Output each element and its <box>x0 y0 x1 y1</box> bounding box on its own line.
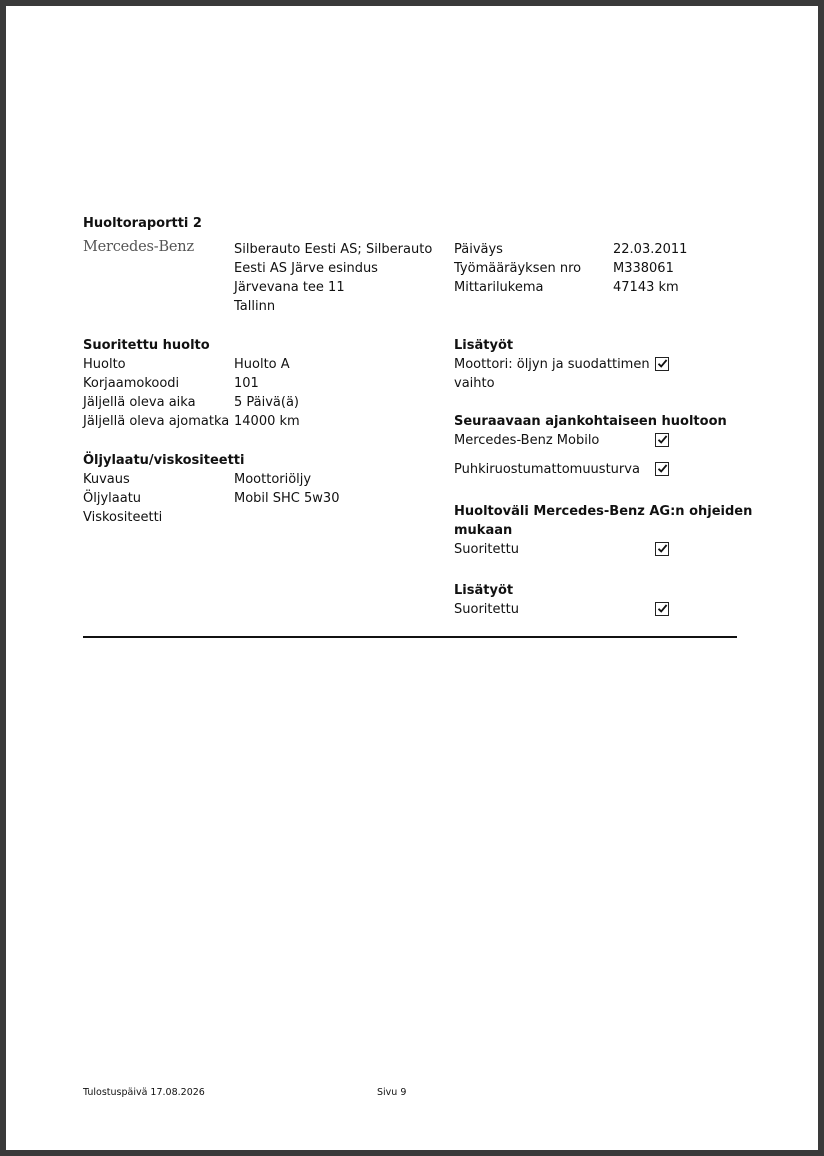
oil-row <box>83 508 383 527</box>
check-icon <box>656 357 669 370</box>
service-label: Jäljellä oleva ajomatka <box>83 414 230 429</box>
service-row <box>83 412 383 431</box>
horizontal-divider <box>83 636 737 638</box>
dealer-line: Silberauto Eesti AS; Silberauto <box>234 242 433 257</box>
next-service-section <box>454 412 727 479</box>
section-title: Suoritettu huolto <box>83 338 210 353</box>
checklist-row <box>454 431 694 450</box>
service-value: 101 <box>234 376 259 391</box>
checkmark-checkbox <box>655 357 669 371</box>
checkmark-checkbox <box>655 542 669 556</box>
section-title: Lisätyöt <box>454 583 514 598</box>
print-date: Tulostuspäivä 17.08.2026 <box>83 1087 205 1098</box>
brand-logo: Mercedes-Benz <box>83 239 194 255</box>
checklist-row <box>454 460 694 479</box>
checklist-label-line: vaihto <box>454 376 495 391</box>
dealer-line: Eesti AS Järve esindus <box>234 261 378 276</box>
service-label: Huolto <box>83 357 126 372</box>
service-value: 5 Päivä(ä) <box>234 395 300 410</box>
meta-value: M338061 <box>613 261 674 276</box>
service-value: 14000 km <box>234 414 300 429</box>
oil-label: Viskositeetti <box>83 510 163 525</box>
checkmark-checkbox <box>655 433 669 447</box>
report-title: Huoltoraportti 2 <box>83 216 202 231</box>
oil-row <box>83 489 383 508</box>
checklist-row <box>454 600 694 619</box>
oil-label: Öljylaatu <box>83 491 142 506</box>
checklist-label: Suoritettu <box>454 542 519 557</box>
service-value: Huolto A <box>234 357 290 372</box>
service-row <box>83 393 383 412</box>
report-meta <box>454 240 687 297</box>
service-label: Korjaamokoodi <box>83 376 180 391</box>
service-section <box>83 336 383 431</box>
checklist-row <box>454 355 694 393</box>
check-icon <box>656 602 669 615</box>
meta-value: 22.03.2011 <box>613 242 688 257</box>
interval-section <box>454 502 753 559</box>
section-title: Lisätyöt <box>454 338 514 353</box>
section-title-line: mukaan <box>454 523 513 538</box>
section-title <box>454 502 753 540</box>
service-label: Jäljellä oleva aika <box>83 395 196 410</box>
checkmark-checkbox <box>655 462 669 476</box>
oil-value: Mobil SHC 5w30 <box>234 491 340 506</box>
section-title-line: Huoltoväli Mercedes-Benz AG:n ohjeiden <box>454 504 753 519</box>
dealer-line: Tallinn <box>234 299 276 314</box>
meta-row-odometer <box>454 278 687 297</box>
service-row <box>83 355 383 374</box>
oil-section <box>83 451 383 527</box>
oil-row <box>83 470 383 489</box>
oil-label: Kuvaus <box>83 472 130 487</box>
checkmark-checkbox <box>655 602 669 616</box>
dealer-line: Järvevana tee 11 <box>234 280 345 295</box>
checklist-label: Suoritettu <box>454 602 519 617</box>
meta-row-work-order <box>454 259 687 278</box>
checklist-label-line: Moottori: öljyn ja suodattimen <box>454 357 650 372</box>
meta-label: Työmääräyksen nro <box>454 261 582 276</box>
oil-value: Moottoriöljy <box>234 472 312 487</box>
check-icon <box>656 542 669 555</box>
extra-work-section <box>454 336 694 393</box>
checklist-label: Mercedes-Benz Mobilo <box>454 433 600 448</box>
meta-label: Päiväys <box>454 242 503 257</box>
checklist-row <box>454 540 694 559</box>
meta-row-date <box>454 240 687 259</box>
checklist-label: Puhkiruostumattomuusturva <box>454 462 640 477</box>
page-number: Sivu 9 <box>377 1087 407 1098</box>
section-title: Öljylaatu/viskositeetti <box>83 453 245 468</box>
dealer-address <box>234 240 439 316</box>
report-page <box>6 6 818 1150</box>
checklist-label <box>454 355 655 393</box>
service-row <box>83 374 383 393</box>
check-icon <box>656 462 669 475</box>
meta-value: 47143 km <box>613 280 679 295</box>
check-icon <box>656 433 669 446</box>
section-title: Seuraavaan ajankohtaiseen huoltoon <box>454 414 727 429</box>
extra-work-2-section <box>454 581 694 619</box>
meta-label: Mittarilukema <box>454 280 544 295</box>
